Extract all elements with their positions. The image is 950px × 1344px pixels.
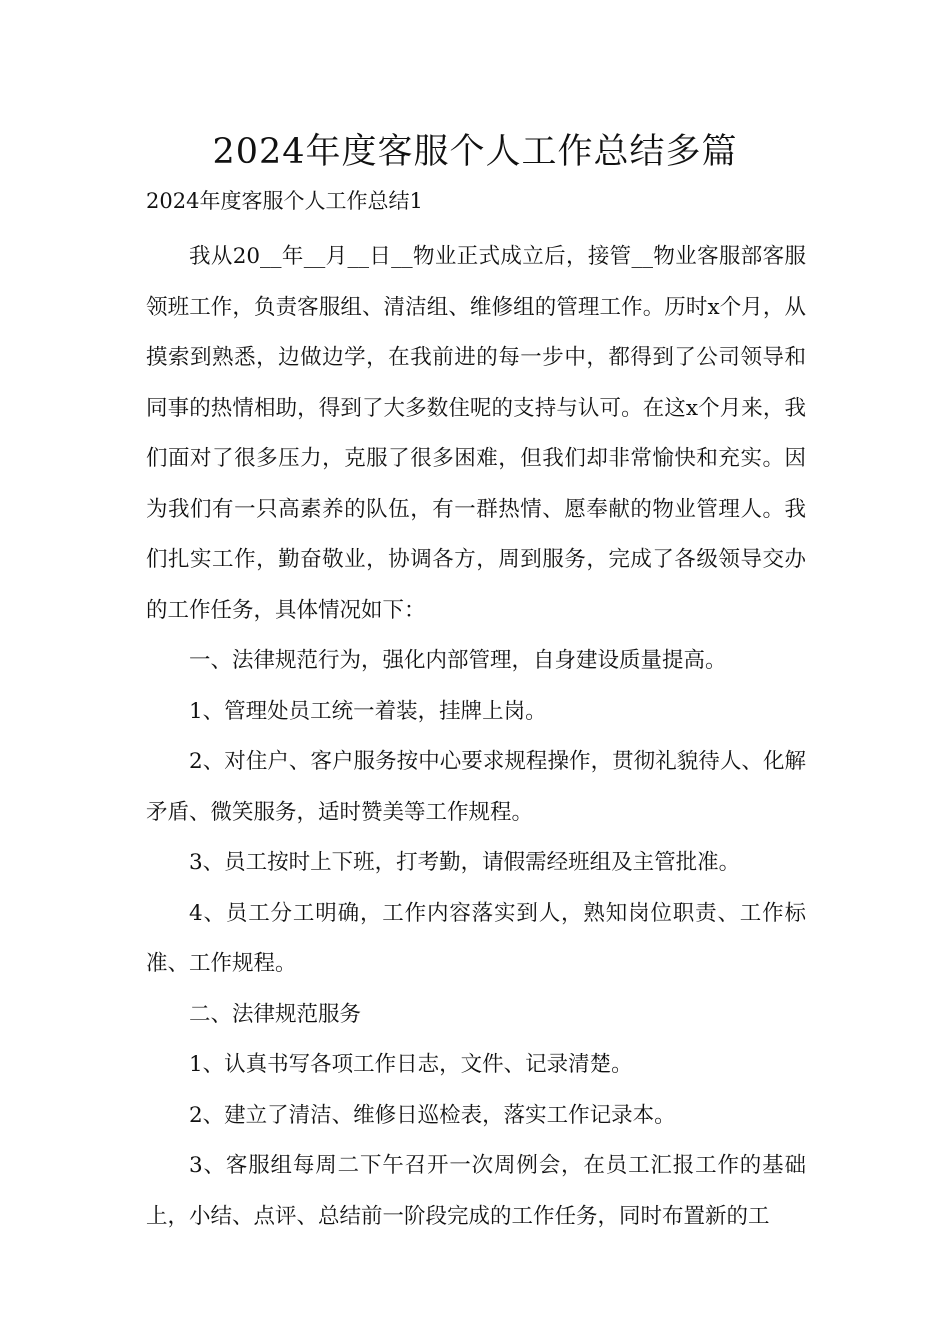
document-subtitle: 2024年度客服个人工作总结1 bbox=[146, 189, 423, 213]
list-item: 1、管理处员工统一着装，挂牌上岗。 bbox=[189, 698, 547, 724]
list-item: 2、对住户、客户服务按中心要求规程操作，贯彻礼貌待人、化解矛盾、微笑服务，适时赞美等工作规程。 bbox=[146, 749, 806, 825]
list-item: 2、建立了清洁、维修日巡检表，落实工作记录本。 bbox=[189, 1102, 676, 1128]
section-heading-2: 二、法律规范服务 bbox=[189, 1001, 362, 1027]
list-item: 1、认真书写各项工作日志，文件、记录清楚。 bbox=[189, 1052, 633, 1077]
list-item: 3、员工按时上下班，打考勤，请假需经班组及主管批准。 bbox=[189, 850, 741, 875]
document-title: 2024年度客服个人工作总结多篇 bbox=[212, 132, 738, 172]
document-body bbox=[146, 232, 806, 1242]
section-heading-1: 一、法律规范行为，强化内部管理，自身建设质量提高。 bbox=[189, 648, 727, 673]
list-item: 4、员工分工明确，工作内容落实到人，熟知岗位职责、工作标准、工作规程。 bbox=[146, 900, 806, 976]
paragraph-intro: 我从20__年__月__日__物业正式成立后，接管__物业客服部客服领班工作，负责客服组、清洁组、维修组的管理工作。历时x个月，从摸索到熟悉，边做边学，在我前进的每一步中，都得到了公司领导和同事的热情相助，得到了大多数住呢的支持与认可。在这x个月来，我们面对了很多压力，克服了很多困难，但我们却非常愉快和充实。因为我们有一只高素养的队伍，有一群热情、愿奉献的物业管理人。我们扎实工作，勤奋敬业，协调各方，周到服务，完成了各级领导交办的工作任务，具体情况如下： bbox=[146, 244, 806, 623]
list-item: 3、客服组每周二下午召开一次周例会，在员工汇报工作的基础上，小结、点评、总结前一阶段完成的工作任务，同时布置新的工 bbox=[146, 1153, 806, 1229]
